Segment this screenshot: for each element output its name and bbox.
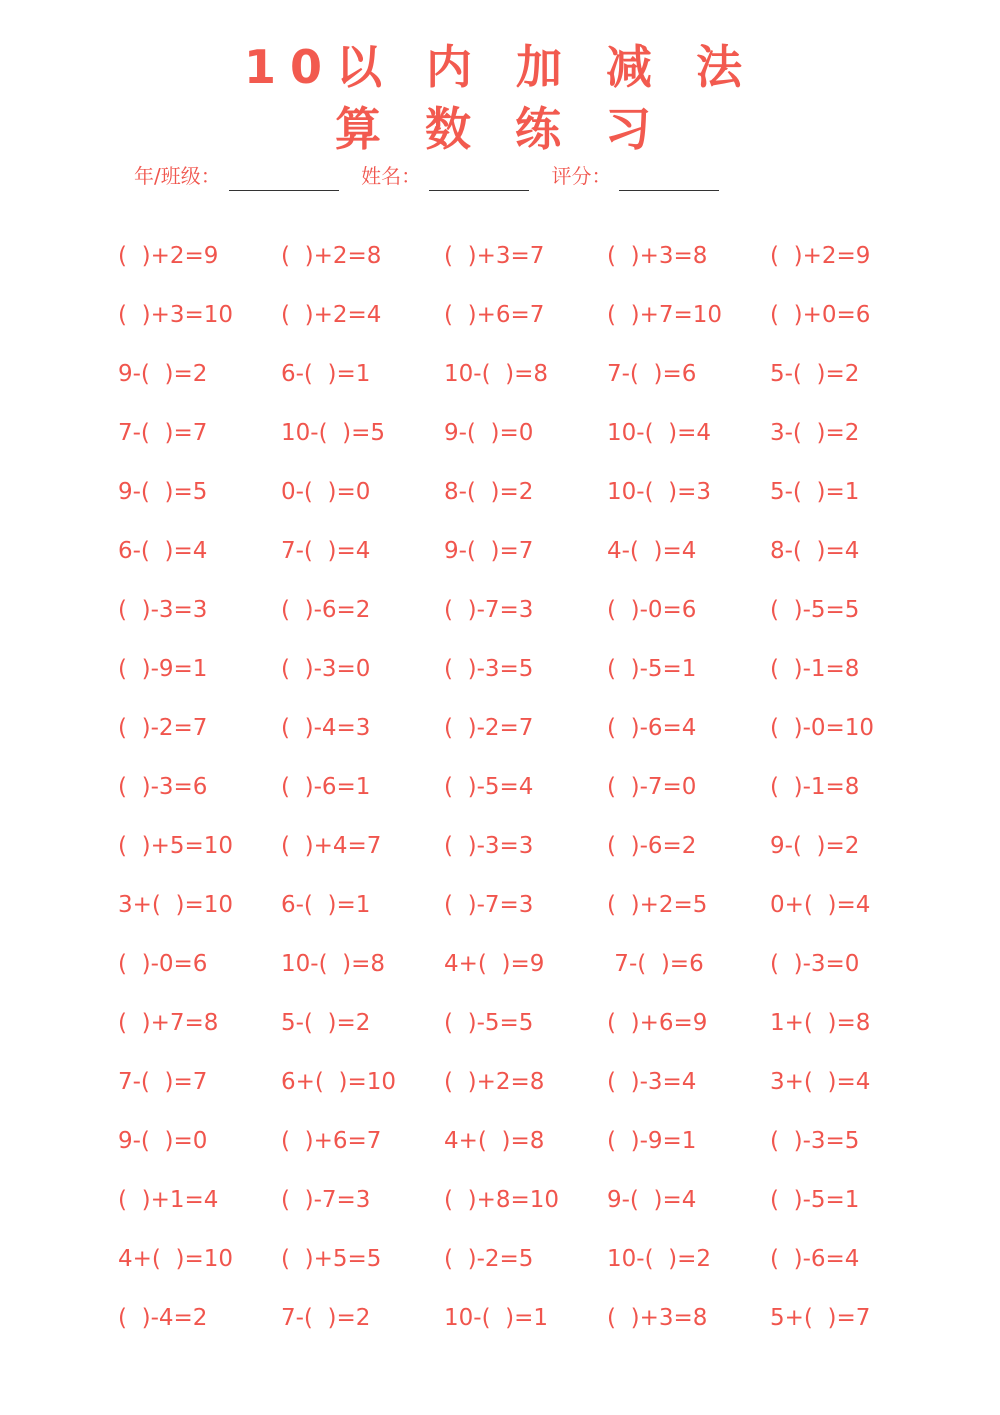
title-area [0, 36, 1000, 156]
problem-item: ( )-2=5 [444, 1246, 534, 1272]
problem-item: ( )+2=8 [444, 1069, 545, 1095]
problem-item: ( )+6=9 [607, 1010, 708, 1036]
problem-item: 7-( )=7 [118, 1069, 208, 1095]
problem-item: 7-( )=2 [281, 1305, 371, 1331]
problem-item: 6-( )=4 [118, 538, 208, 564]
problem-item: ( )-0=6 [607, 597, 697, 623]
problem-row [118, 1003, 933, 1062]
problem-item: 3+( )=10 [118, 892, 234, 918]
problem-item: 10-( )=8 [444, 361, 549, 387]
problem-item: ( )+1=4 [118, 1187, 219, 1213]
problem-item: 6+( )=10 [281, 1069, 397, 1095]
problem-item: 10-( )=8 [281, 951, 386, 977]
problem-item: ( )-5=5 [770, 597, 860, 623]
problem-item: 4-( )=4 [607, 538, 697, 564]
score-label: 评分： [551, 164, 612, 188]
problem-row [118, 354, 933, 413]
problem-row [118, 472, 933, 531]
problem-row [118, 885, 933, 944]
problem-item: ( )+3=10 [118, 302, 234, 328]
problem-row [118, 1239, 933, 1298]
problem-item: ( )+5=10 [118, 833, 234, 859]
problem-item: ( )-9=1 [118, 656, 208, 682]
problem-item: 1+( )=8 [770, 1010, 871, 1036]
problem-item: ( )+2=8 [281, 243, 382, 269]
name-field [361, 160, 529, 191]
problem-item: ( )-3=0 [281, 656, 371, 682]
problem-item: ( )+6=7 [444, 302, 545, 328]
problem-item: 4+( )=9 [444, 951, 545, 977]
class-blank [229, 166, 339, 191]
problem-item: ( )-3=5 [770, 1128, 860, 1154]
problem-item: ( )-2=7 [444, 715, 534, 741]
problem-item: 9-( )=2 [770, 833, 860, 859]
problem-item: ( )-6=2 [281, 597, 371, 623]
problem-row [118, 708, 933, 767]
problem-item: ( )+5=5 [281, 1246, 382, 1272]
problem-item: 9-( )=5 [118, 479, 208, 505]
problem-item: ( )+2=9 [770, 243, 871, 269]
name-label: 姓名： [361, 164, 422, 188]
problem-item: ( )-6=1 [281, 774, 371, 800]
problem-row [118, 1062, 933, 1121]
page-title: 10以 内 加 减 法 算 数 练 习 [243, 40, 757, 156]
problem-item: 0+( )=4 [770, 892, 871, 918]
problem-item: ( )+0=6 [770, 302, 871, 328]
problem-item: 5-( )=1 [770, 479, 860, 505]
problem-row [118, 1180, 933, 1239]
problem-item: ( )-3=4 [607, 1069, 697, 1095]
problem-item: 10-( )=2 [607, 1246, 712, 1272]
problem-item: 9-( )=0 [118, 1128, 208, 1154]
problem-item: ( )-6=4 [770, 1246, 860, 1272]
problem-item: 9-( )=2 [118, 361, 208, 387]
problem-item: ( )-3=5 [444, 656, 534, 682]
problem-row [118, 413, 933, 472]
problem-item: 10-( )=5 [281, 420, 386, 446]
problem-item: 3-( )=2 [770, 420, 860, 446]
problem-item: 7-( )=4 [281, 538, 371, 564]
problem-item: ( )-1=8 [770, 774, 860, 800]
problem-row [118, 649, 933, 708]
problem-item: ( )-5=1 [607, 656, 697, 682]
problem-item: ( )+7=8 [118, 1010, 219, 1036]
problem-item: ( )+3=8 [607, 243, 708, 269]
problem-row [118, 531, 933, 590]
problem-item: ( )-0=6 [118, 951, 208, 977]
problem-row [118, 944, 933, 1003]
problem-item: 5-( )=2 [770, 361, 860, 387]
class-field [134, 160, 339, 191]
problem-item: ( )+2=9 [118, 243, 219, 269]
problem-item: ( )+8=10 [444, 1187, 560, 1213]
problem-item: 5+( )=7 [770, 1305, 871, 1331]
problem-item: ( )-6=2 [607, 833, 697, 859]
problem-item: 6-( )=1 [281, 892, 371, 918]
problem-item: ( )+3=8 [607, 1305, 708, 1331]
problem-item: 10-( )=1 [444, 1305, 549, 1331]
problem-item: 7-( )=7 [118, 420, 208, 446]
problem-row [118, 826, 933, 885]
problem-item: 8-( )=2 [444, 479, 534, 505]
score-field [551, 160, 719, 191]
problem-item: ( )-7=3 [281, 1187, 371, 1213]
student-info [134, 160, 735, 191]
problem-item: ( )-3=3 [118, 597, 208, 623]
problem-item: ( )-7=3 [444, 597, 534, 623]
problem-item: ( )-5=1 [770, 1187, 860, 1213]
problem-item: 6-( )=1 [281, 361, 371, 387]
problem-row [118, 767, 933, 826]
problem-item: 4+( )=10 [118, 1246, 234, 1272]
problem-item: ( )-7=0 [607, 774, 697, 800]
problem-row [118, 236, 933, 295]
problem-item: 8-( )=4 [770, 538, 860, 564]
problem-item: ( )-5=4 [444, 774, 534, 800]
problem-row [118, 295, 933, 354]
problem-item: ( )-3=3 [444, 833, 534, 859]
problem-item: 7-( )=6 [607, 361, 697, 387]
problem-item: ( )-0=10 [770, 715, 875, 741]
problem-row [118, 1298, 933, 1357]
problem-item: ( )-9=1 [607, 1128, 697, 1154]
problem-item: 5-( )=2 [281, 1010, 371, 1036]
problem-item: ( )-4=3 [281, 715, 371, 741]
problem-item: 7-( )=6 [607, 951, 704, 977]
problem-item: 10-( )=3 [607, 479, 712, 505]
problem-item: ( )+2=4 [281, 302, 382, 328]
problem-item: 3+( )=4 [770, 1069, 871, 1095]
problem-item: ( )+4=7 [281, 833, 382, 859]
problem-item: 9-( )=0 [444, 420, 534, 446]
problem-row [118, 1121, 933, 1180]
class-label: 年/班级： [134, 164, 221, 188]
problem-item: ( )+2=5 [607, 892, 708, 918]
problem-item: 9-( )=4 [607, 1187, 697, 1213]
problem-item: ( )-6=4 [607, 715, 697, 741]
problem-item: ( )-3=6 [118, 774, 208, 800]
problem-item: 9-( )=7 [444, 538, 534, 564]
problem-item: ( )+3=7 [444, 243, 545, 269]
problem-item: 0-( )=0 [281, 479, 371, 505]
score-blank [619, 166, 719, 191]
name-blank [429, 166, 529, 191]
problem-item: 4+( )=8 [444, 1128, 545, 1154]
problem-item: ( )+6=7 [281, 1128, 382, 1154]
problem-item: ( )+7=10 [607, 302, 723, 328]
problem-item: ( )-5=5 [444, 1010, 534, 1036]
problem-row [118, 590, 933, 649]
problem-item: ( )-2=7 [118, 715, 208, 741]
problem-grid [118, 236, 933, 1357]
problem-item: ( )-7=3 [444, 892, 534, 918]
problem-item: ( )-3=0 [770, 951, 860, 977]
problem-item: ( )-1=8 [770, 656, 860, 682]
problem-item: ( )-4=2 [118, 1305, 208, 1331]
problem-item: 10-( )=4 [607, 420, 712, 446]
